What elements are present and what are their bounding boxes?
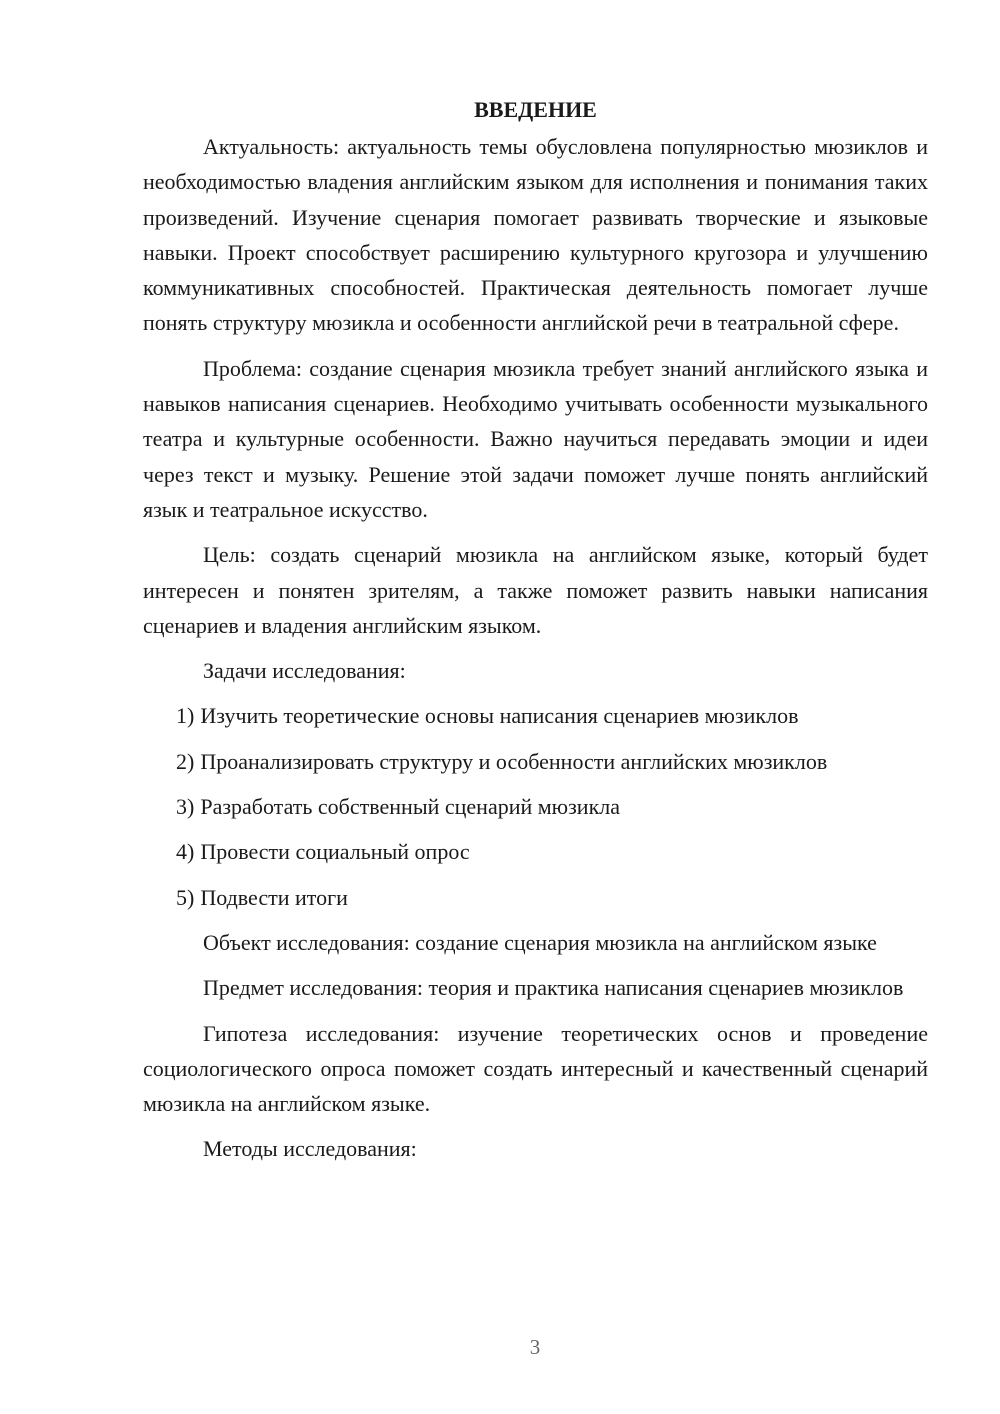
task-number: 5) [176, 884, 195, 910]
task-item [143, 698, 928, 733]
page-content [143, 92, 928, 1177]
task-number: 3) [176, 794, 195, 820]
task-text: Разработать собственный сценарий мюзикла [200, 794, 621, 820]
task-text: Проанализировать структуру и особенности английских мюзиклов [200, 748, 828, 774]
methods-heading: Методы исследования: [203, 1136, 417, 1162]
problem-paragraph: Проблема: создание сценария мюзикла требует знаний английского языка и навыков написания сценариев. Необходимо учитывать особенности музыкального театра и культурные особенности. Важно научиться передавать эмоции и идеи через текст и музыку. Решение этой задачи поможет лучше понять английский язык и театральное искусство. [143, 355, 928, 522]
task-text: Подвести итоги [200, 884, 348, 910]
subject-paragraph: Предмет исследования: теория и практика написания сценариев мюзиклов [203, 975, 904, 1001]
task-number: 1) [176, 703, 195, 729]
task-item [143, 744, 928, 779]
object-paragraph: Объект исследования: создание сценария мюзикла на английском языке [203, 929, 877, 955]
goal-paragraph: Цель: создать сценарий мюзикла на английском языке, который будет интересен и понятен зрителям, а также поможет развить навыки написания сценариев и владения английским языком. [143, 542, 928, 638]
page-title: ВВЕДЕНИЕ [474, 97, 597, 122]
task-number: 2) [176, 748, 195, 774]
page-number: 3 [529, 1335, 541, 1359]
task-text: Изучить теоретические основы написания сценариев мюзиклов [200, 703, 799, 729]
task-item [143, 834, 928, 869]
task-text: Провести социальный опрос [200, 839, 470, 865]
task-number: 4) [176, 839, 195, 865]
relevance-paragraph: Актуальность: актуальность темы обусловлена популярностью мюзиклов и необходимостью владения английским языком для исполнения и понимания таких произведений. Изучение сценария помогает развивать творческие и языковые навыки. Проект способствует расширению культурного кругозора и улучшению коммуникативных способностей. Практическая деятельность помогает лучше понять структуру мюзикла и особенности английской речи в театральной сфере. [143, 134, 928, 336]
hypothesis-paragraph: Гипотеза исследования: изучение теоретических основ и проведение социологического опроса поможет создать интересный и качественный сценарий мюзикла на английском языке. [143, 1020, 928, 1117]
tasks-heading: Задачи исследования: [203, 658, 406, 684]
task-item [143, 789, 928, 824]
task-item [143, 880, 928, 915]
